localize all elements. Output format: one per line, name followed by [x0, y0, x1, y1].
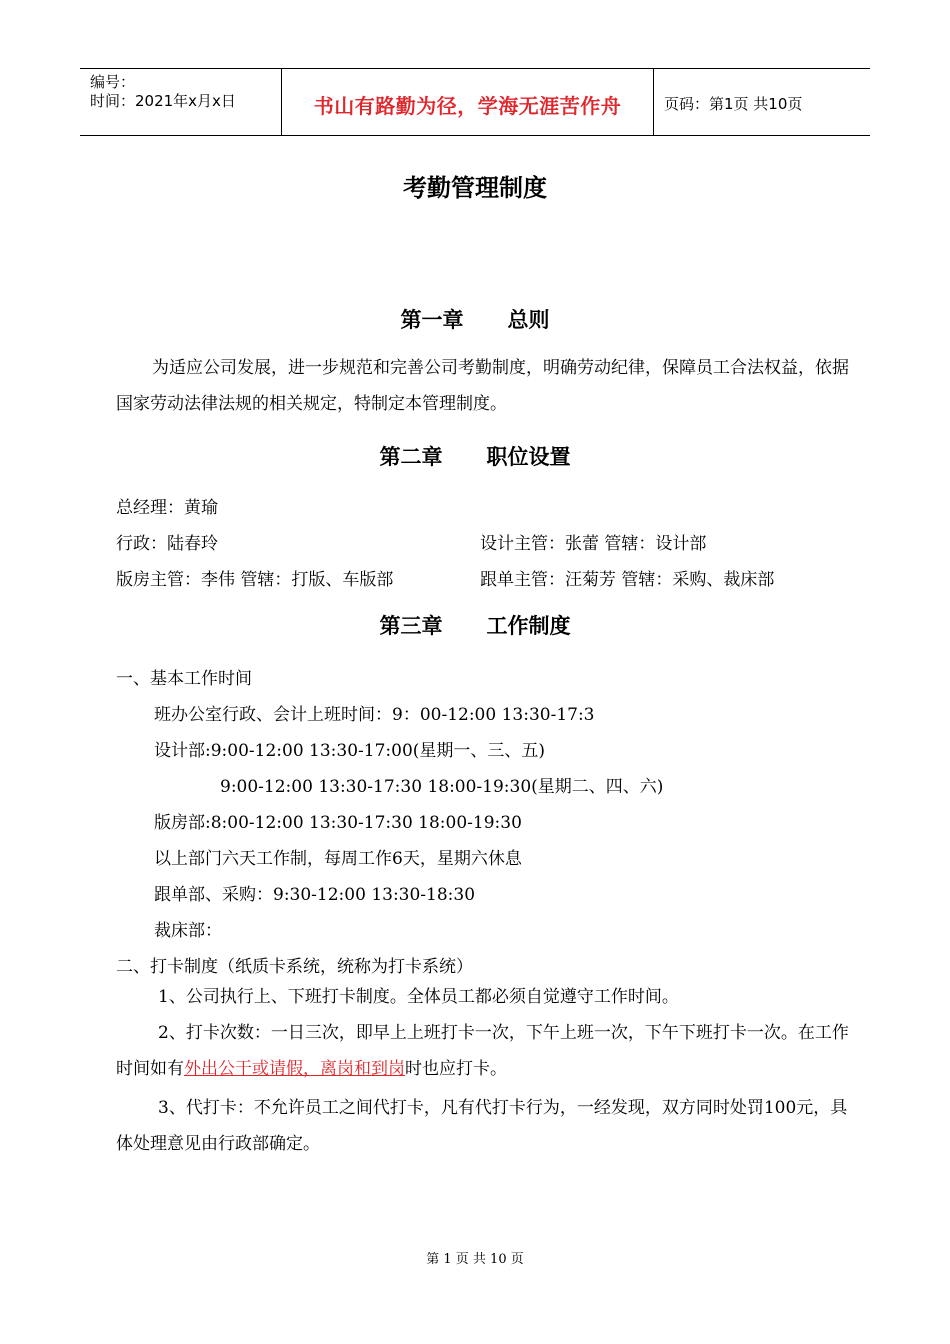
- chapter-1-heading: [0, 304, 950, 334]
- page-footer: 第 1 页 共 10 页: [426, 1252, 524, 1267]
- page-header: [80, 68, 870, 136]
- chapter-2-number: 第二章: [379, 445, 443, 469]
- chapter-3-number: 第三章: [379, 614, 443, 638]
- design-supervisor: 设计主管：张蕾 管辖：设计部: [480, 534, 707, 554]
- admin-staff: 行政：陆春玲: [116, 534, 218, 554]
- header-motto: 书山有路勤为径，学海无涯苦作舟: [282, 69, 654, 135]
- general-manager: 总经理：黄瑜: [116, 498, 218, 518]
- leave-duty-link[interactable]: 外出公干或请假，离岗和到岗: [184, 1059, 405, 1079]
- document-title: 考勤管理制度: [403, 174, 547, 202]
- chapter-2-name: 职位设置: [486, 445, 571, 469]
- follow-up-supervisor: 跟单主管：汪菊芳 管辖：采购、裁床部: [480, 570, 775, 590]
- chapter-1-number: 第一章: [400, 308, 464, 332]
- design-hours-tts: 9:00-12:00 13:30-17:30 18:00-19:30(星期二、四、六): [220, 777, 664, 797]
- document-date-label: 时间：2021年x月x日: [90, 92, 236, 110]
- clock-rule-2-tail: 时也应打卡。: [405, 1059, 507, 1079]
- section-1-title: 一、基本工作时间: [116, 669, 252, 689]
- clock-rule-3: 3、代打卡：不允许员工之间代打卡，凡有代打卡行为，一经发现，双方同时处罚100元，具体处理意见由行政部确定。: [116, 1098, 848, 1154]
- chapter-1-name: 总则: [507, 308, 550, 332]
- chapter-2-heading: [0, 441, 950, 471]
- chapter-1-text: 为适应公司发展，进一步规范和完善公司考勤制度，明确劳动纪律，保障员工合法权益，依据国家劳动法律法规的相关规定，特制定本管理制度。: [116, 358, 849, 414]
- document-number-label: 编号：: [90, 73, 136, 91]
- header-meta-cell: [80, 69, 282, 135]
- pattern-room-hours: 版房部:8:00-12:00 13:30-17:30 18:00-19:30: [154, 813, 522, 833]
- clock-rule-1: 1、公司执行上、下班打卡制度。全体员工都必须自觉遵守工作时间。: [158, 987, 679, 1007]
- workweek-note: 以上部门六天工作制，每周工作6天，星期六休息: [154, 849, 522, 869]
- cutting-dept-hours: 裁床部：: [154, 921, 222, 941]
- follow-up-hours: 跟单部、采购：9:30-12:00 13:30-18:30: [154, 885, 476, 905]
- chapter-3-heading: [0, 610, 950, 640]
- clock-rule-2: [116, 1015, 856, 1087]
- section-2-title: 二、打卡制度（纸质卡系统，统称为打卡系统）: [116, 957, 473, 977]
- clock-rule-2-text: 2、打卡次数：一日三次，即早上上班打卡一次，下午上班一次，下午下班打卡一次。在工作时间如有: [116, 1023, 849, 1079]
- design-hours-mwf: 设计部:9:00-12:00 13:30-17:00(星期一、三、五): [154, 741, 546, 761]
- office-hours: 班办公室行政、会计上班时间：9：00-12:00 13:30-17:3: [154, 705, 595, 725]
- header-page-info: 页码：第1页 共10页: [664, 94, 803, 113]
- chapter-3-name: 工作制度: [486, 614, 571, 638]
- pattern-room-supervisor: 版房主管：李伟 管辖：打版、车版部: [116, 570, 394, 590]
